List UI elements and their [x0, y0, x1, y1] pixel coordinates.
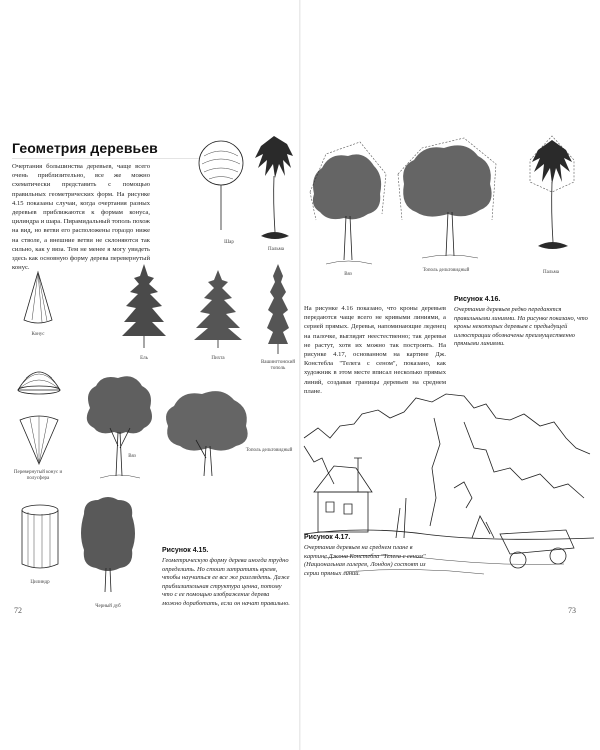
label-shar: Шар: [224, 240, 234, 245]
label-topol-right: Тополь дельтовидный: [422, 268, 470, 273]
label-vyaz-right: Вяз: [344, 272, 352, 277]
elm-guides-sketch: [304, 140, 390, 272]
poplar-guides-sketch: [394, 134, 500, 264]
label-konus-polusfera: Перевернутый конус и полусфера: [13, 470, 63, 481]
cylinder-sketch: [18, 502, 62, 578]
label-palma-right: Пальма: [543, 270, 559, 275]
fir-sketch: [192, 268, 244, 352]
label-pikhta: Пихта: [211, 356, 225, 361]
label-palma-left: Пальма: [268, 247, 284, 252]
page-number-right: 73: [568, 606, 576, 615]
label-tsilindr: Цилиндр: [30, 580, 50, 585]
label-topol-upper: Вашингтонский тополь: [260, 360, 296, 371]
label-vyaz-left: Вяз: [128, 454, 136, 459]
right-body-paragraph: На рисунке 4.16 показано, что кроны деревьев передаются чаще всего не кривыми линиями, а серией прямых. Деревья, напоминающие леденец на палочке, выглядят неестественно; так деревья не растут, хотя их можно так построить. На рисунке 4.17, основанном на картине Дж. Констебла "Телега с сеном", показано, как художник в этом месте вписал несколько прямых линий, создавая границы деревьев на среднем плане.: [304, 305, 446, 395]
section-heading: Геометрия деревьев: [12, 140, 158, 156]
page-number-left: 72: [14, 606, 22, 615]
washington-poplar-sketch: [262, 262, 294, 358]
label-topol-lower: Тополь дельтовидный: [245, 448, 293, 453]
figure-4-15-text: Геометрическую форму дерева иногда трудно определить. Но стоит затратить время, чтобы научиться ее все же разглядеть. Даже приблизительная структура ценна, потому что с ее помощью изображение дерева можно доработать, если он начат правильно.: [162, 557, 290, 607]
intro-paragraph: Очертания большинства деревьев, чаще всего очень приблизительно, все же можно схематически представить с помощью правильных геометрических форм. На рисунке 4.15 показаны случаи, когда очертания разных деревьев приближаются к формам конуса, цилиндра и шара. Пирамидальный тополь похож на вид, но ветви его расположены гораздо ниже на стволе, а внешние ветви не склоняются так сильно, как у вяза. Тем не менее я могу увидеть здесь как основную форму дерева перевернутый конус.: [12, 163, 150, 272]
figure-4-16-text: Очертания деревьев редко передаются правильными линиями. На рисунке показано, что кроны некоторых деревьев с предыдущей иллюстрации обозначены преимущественно прямыми линиями.: [454, 306, 588, 348]
figure-4-17-text: Очертания деревьев на среднем плане в картине Джона Констебла "Телега с сеном" (Национальная галерея, Лондон) состоят из серии прямых линий.: [304, 544, 426, 577]
sphere-tree-sketch: [196, 138, 246, 234]
delta-poplar-sketch: [162, 384, 254, 480]
label-dub: Черный дуб: [95, 604, 121, 609]
label-el: Ель: [140, 356, 148, 361]
gutter-shadow: [299, 0, 301, 750]
palm-guides-sketch: [524, 132, 580, 254]
palm-tree-sketch: [253, 132, 295, 244]
heading-rule: [12, 158, 200, 159]
label-konus: Конус: [31, 332, 45, 337]
inverted-cone-hemisphere-sketch: [14, 360, 64, 470]
elm-sketch: [80, 372, 156, 484]
cone-sketch: [20, 270, 56, 330]
figure-4-16-title: Рисунок 4.16.: [454, 296, 501, 303]
figure-4-17-title: Рисунок 4.17.: [304, 534, 351, 541]
black-oak-sketch: [76, 494, 140, 598]
figure-4-15-title: Рисунок 4.15.: [162, 547, 209, 554]
spruce-sketch: [120, 262, 168, 352]
